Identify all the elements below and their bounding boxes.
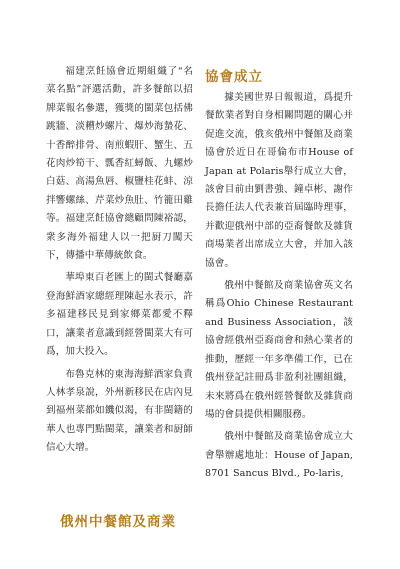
right-column — [205, 63, 353, 488]
right-paragraph-2: 俄州中餐館及商業協會英文名稱爲Ohio Chinese Restaurant and Business Association，該協會經俄州亞裔商會和熱心業者的推動，歷經一年多準備工作，已在俄州登記註冊爲非盈利社團組織，未來將爲在俄州經營餐飲及雜貨商場的會員提供相關服務。 — [205, 280, 353, 420]
left-paragraph-3: 布魯克林的東海海鮮酒家負責人林孝泉說，外州新移民在店內見到福州菜都如饑似渴，有非閩籍的華人也專門點閩菜，讓業者和厨師信心大增。 — [46, 368, 193, 454]
right-paragraph-3: 俄州中餐館及商業協會成立大會舉辦處地址：House of Japan, 8701 Sancus Blvd., Po-laris, — [205, 431, 353, 480]
left-paragraph-2: 華埠東百老匯上的閩式餐廳嘉登海鮮酒家總經理陳起永表示，許多福建移民見到家鄉菜都愛不釋口，讓業者意識到經營閩菜大有可爲，加大投入。 — [46, 272, 193, 358]
section-heading-association: 協會成立 — [205, 69, 263, 85]
left-paragraph-1: 福建烹飪協會近期組織了“名菜名點”評選活動，許多餐館以招牌菜報名參選，獲獎的閩菜包括佛跳牆、淡糟炒螺片、爆炒海蟄花、十香醉排骨、南煎蝦肝、蟹生、五花肉炒筍干、瓢香紅蟳飯、九螺炒白菇、高湯魚唇、椒鹽桂花蚌、涼拌響螺絲、芹菜炒魚肚、竹籠田雞等。福建烹飪協會總顧問陳裕認，衆多海外福建人以一把厨刀闖天下，傳播中華傳統飲食。 — [46, 66, 193, 262]
section-heading-bottom: 俄州中餐館及商業 — [60, 514, 176, 530]
right-paragraph-1: 據美國世界日報報道，爲提升餐飲業者對自身相關問題的關心并促進交流，俄亥俄州中餐館及商業協會於近日在哥倫布市House of Japan at Polaris舉行成立大會，該會目前由劉書強、鐘卓彬、謝作長擔任法人代表兼首屆臨時理事，并歡迎俄州中部的亞裔餐飲及雜貨商場業者出席成立大會，并加入該協會。 — [205, 92, 353, 269]
left-column — [46, 63, 193, 462]
